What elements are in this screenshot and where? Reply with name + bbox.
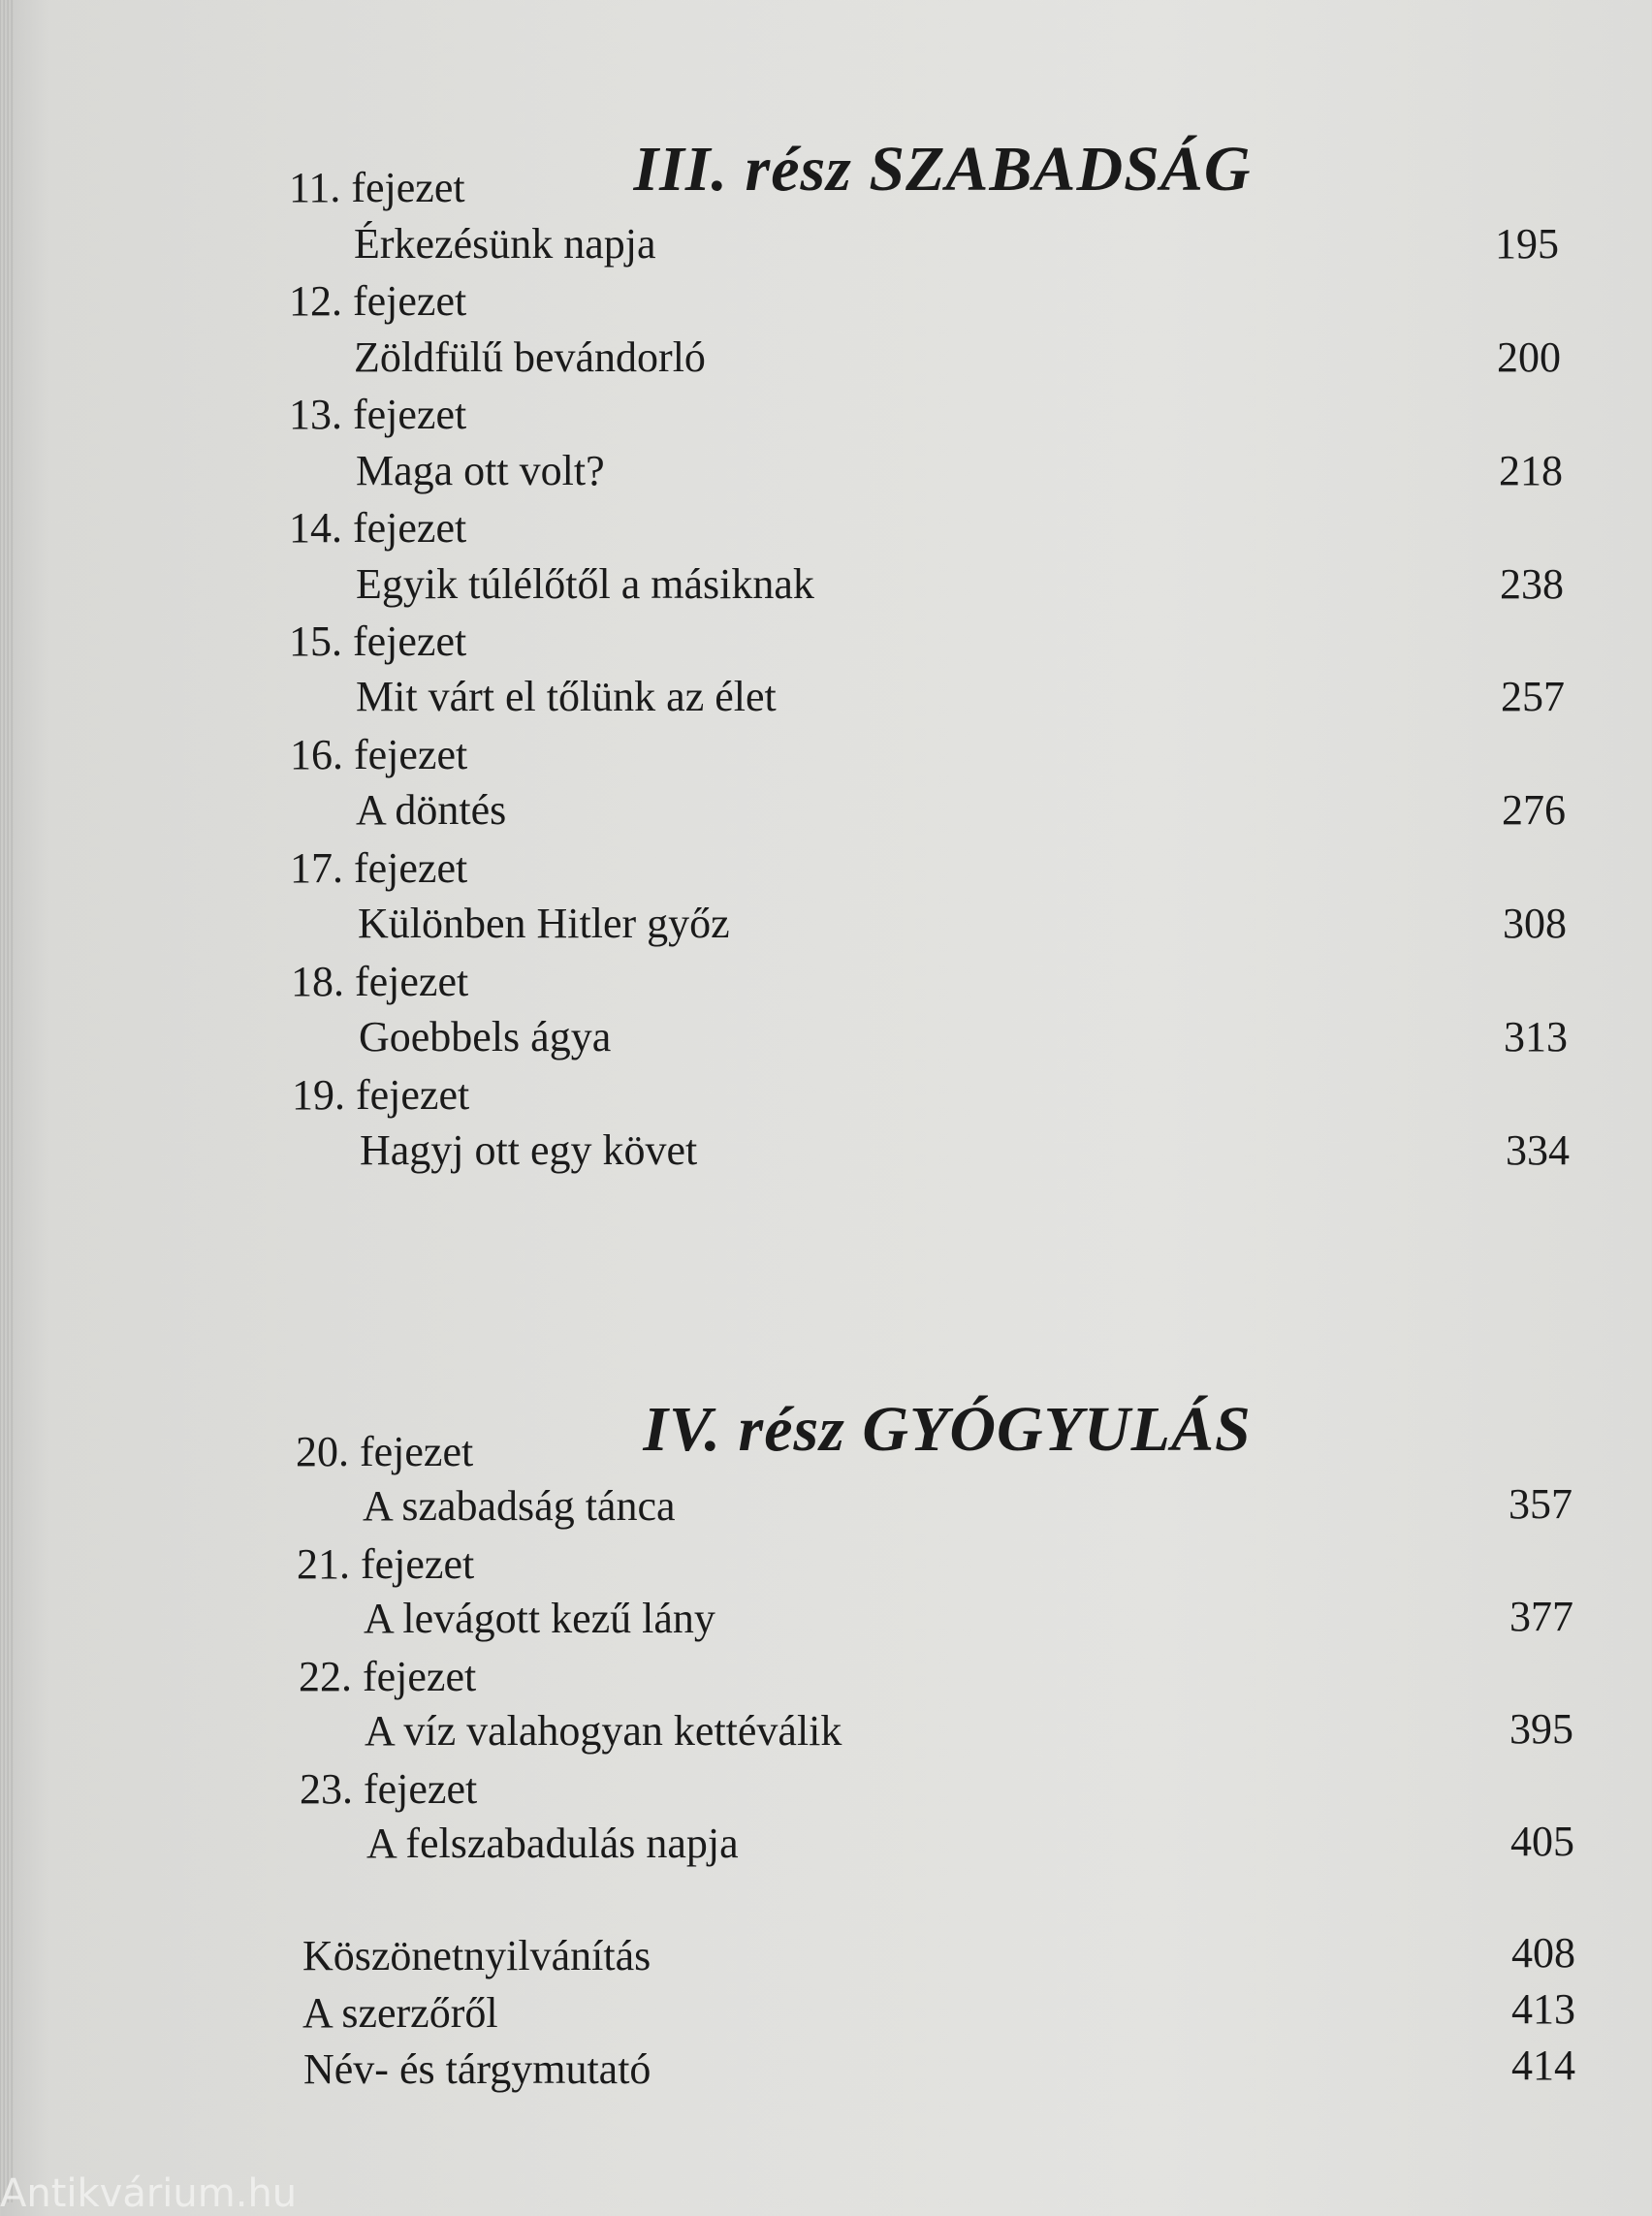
part-title-4: IV. rész GYÓGYULÁS — [643, 1394, 1252, 1466]
page-number: 200 — [1497, 333, 1561, 381]
chapter-number: 22. fejezet — [299, 1653, 477, 1700]
chapter-title: A levágott kezű lány — [364, 1595, 715, 1642]
chapter-number: 12. fejezet — [289, 277, 467, 325]
chapter-number: 16. fejezet — [290, 731, 468, 778]
page-number: 377 — [1509, 1593, 1573, 1640]
chapter-title: A víz valahogyan kettéválik — [365, 1707, 842, 1755]
page-number: 257 — [1501, 673, 1565, 720]
page-number: 313 — [1504, 1013, 1568, 1061]
chapter-title: A szabadság tánca — [363, 1482, 676, 1530]
page-number: 405 — [1510, 1818, 1574, 1865]
page-number: 395 — [1509, 1705, 1573, 1753]
watermark: Antikvárium.hu — [0, 2171, 298, 2216]
chapter-title: Érkezésünk napja — [354, 220, 656, 268]
chapter-title: Hagyj ott egy követ — [360, 1126, 698, 1174]
page-number: 357 — [1509, 1480, 1573, 1528]
page-number: 334 — [1506, 1126, 1570, 1174]
chapter-number: 19. fejezet — [292, 1071, 470, 1119]
chapter-number: 17. fejezet — [290, 844, 468, 892]
page-number: 276 — [1502, 786, 1566, 834]
part-title-3: III. rész SZABADSÁG — [633, 134, 1252, 206]
chapter-number: 23. fejezet — [300, 1765, 478, 1813]
page-number: 414 — [1511, 2042, 1575, 2089]
chapter-title: Egyik túlélőtől a másiknak — [356, 560, 814, 608]
chapter-number: 14. fejezet — [289, 504, 467, 552]
chapter-number: 18. fejezet — [291, 958, 469, 1005]
chapter-number: 11. fejezet — [289, 164, 465, 211]
page-edge — [0, 0, 14, 2202]
page-number: 195 — [1495, 220, 1559, 268]
chapter-number: 13. fejezet — [289, 391, 467, 438]
chapter-number: 21. fejezet — [297, 1540, 475, 1588]
chapter-number: 15. fejezet — [289, 617, 467, 665]
back-matter-title: Név- és tárgymutató — [303, 2045, 651, 2093]
chapter-title: Különben Hitler győz — [358, 900, 730, 947]
chapter-title: Maga ott volt? — [356, 447, 605, 494]
chapter-number: 20. fejezet — [296, 1428, 474, 1475]
page-number: 238 — [1500, 560, 1564, 608]
chapter-title: Mit várt el tőlünk az élet — [356, 673, 777, 720]
chapter-title: Zöldfülű bevándorló — [354, 333, 706, 381]
page-number: 308 — [1503, 900, 1567, 947]
chapter-title: A döntés — [356, 786, 507, 834]
page-number: 218 — [1499, 447, 1563, 494]
page-number: 413 — [1511, 1985, 1575, 2033]
back-matter-title: Köszönetnyilvánítás — [302, 1932, 651, 1979]
back-matter-title: A szerzőről — [302, 1989, 498, 2037]
page-number: 408 — [1511, 1929, 1575, 1977]
chapter-title: Goebbels ágya — [359, 1013, 612, 1061]
chapter-title: A felszabadulás napja — [366, 1820, 739, 1867]
